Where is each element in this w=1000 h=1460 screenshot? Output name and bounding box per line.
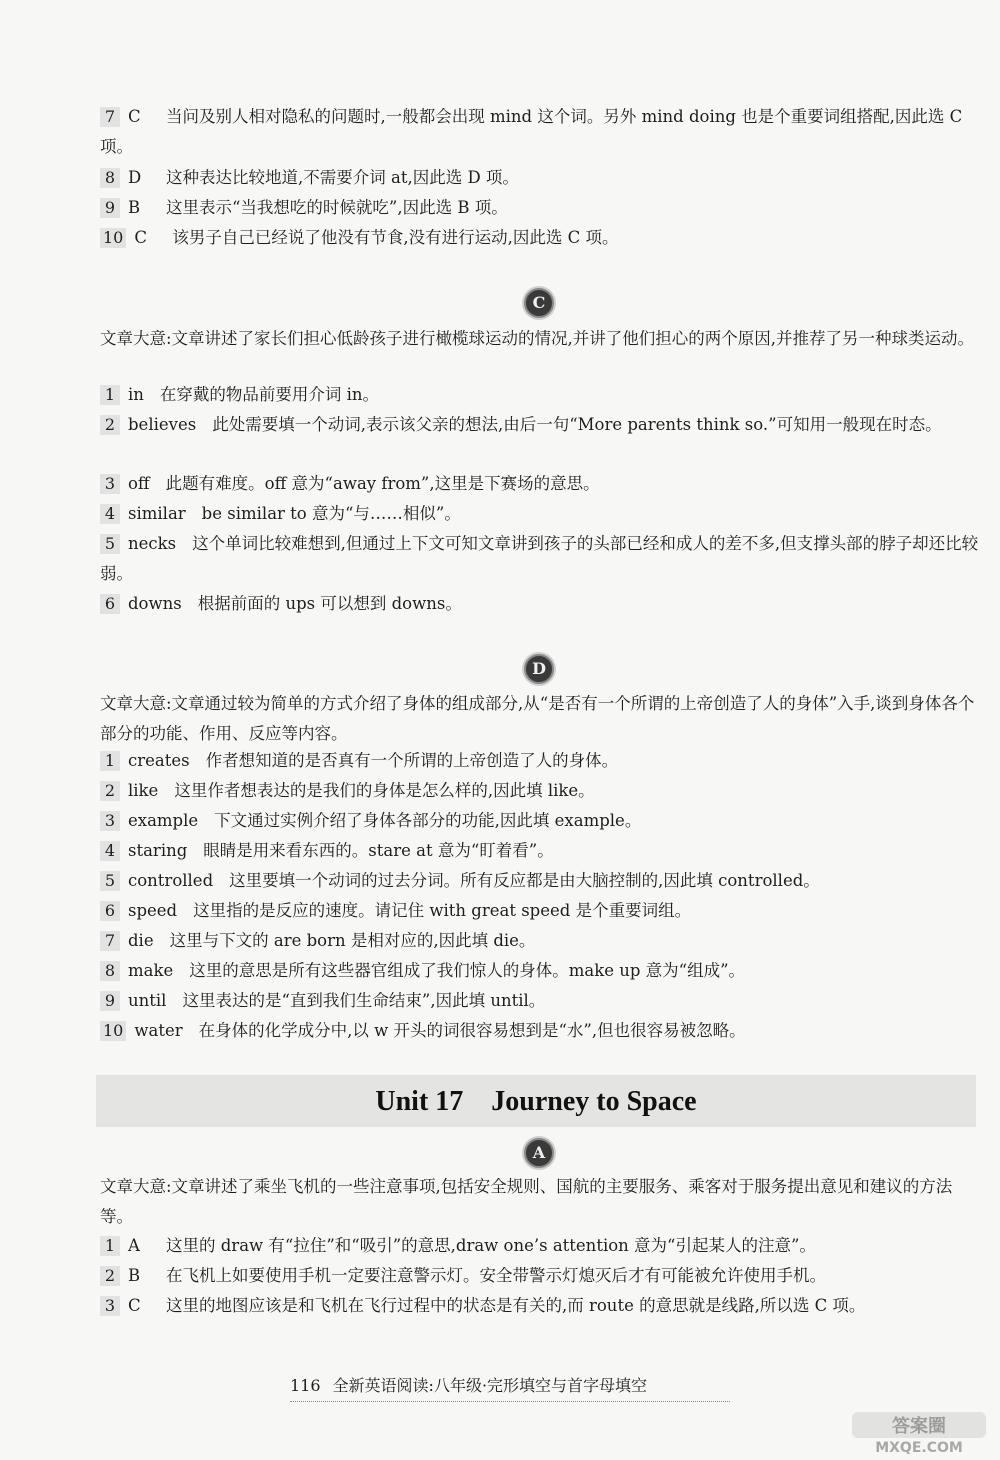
item-number: 9 xyxy=(100,991,120,1011)
item-number: 2 xyxy=(100,1266,120,1286)
item-number: 6 xyxy=(100,901,120,921)
watermark-graphic xyxy=(844,1408,994,1456)
item-number: 7 xyxy=(100,931,120,951)
answer-item-d6 xyxy=(100,896,975,926)
watermark-text: 答案圈 xyxy=(892,1416,946,1437)
item-answer: die xyxy=(128,931,154,950)
section-a-badge: A xyxy=(524,1138,554,1168)
section-c-summary: 文章大意:文章讲述了家长们担心低龄孩子进行橄榄球运动的情况,并讲了他们担心的两个原因,并推荐了另一种球类运动。 xyxy=(100,329,975,348)
item-explanation: 下文通过实例介绍了身体各部分的功能,因此填 example。 xyxy=(214,811,642,830)
answer-item-b10 xyxy=(100,223,975,253)
item-explanation: 根据前面的 ups 可以想到 downs。 xyxy=(197,594,462,613)
section-d-badge: D xyxy=(524,654,554,684)
item-number: 4 xyxy=(100,841,120,861)
item-explanation: 眼睛是用来看东西的。stare at 意为“盯着看”。 xyxy=(203,841,554,860)
answer-item-c2 xyxy=(100,410,980,440)
item-answer: necks xyxy=(128,534,177,553)
item-number: 8 xyxy=(100,961,120,981)
item-answer: speed xyxy=(128,901,178,920)
item-answer: like xyxy=(128,781,159,800)
item-answer: downs xyxy=(128,594,182,613)
item-explanation: 作者想知道的是否真有一个所谓的上帝创造了人的身体。 xyxy=(205,751,619,770)
item-explanation: 这里的地图应该是和飞机在飞行过程中的状态是有关的,而 route 的意思就是线路,所以选 C 项。 xyxy=(166,1296,866,1315)
item-number: 2 xyxy=(100,781,120,801)
item-answer: off xyxy=(128,474,150,493)
item-number: 5 xyxy=(100,534,120,554)
item-explanation: 这里指的是反应的速度。请记住 with great speed 是个重要词组。 xyxy=(193,901,692,920)
item-explanation: 这里的 draw 有“拉住”和“吸引”的意思,draw one’s attention 意为“引起某人的注意”。 xyxy=(166,1236,816,1255)
answer-item-d4 xyxy=(100,836,975,866)
item-number: 1 xyxy=(100,751,120,771)
answer-item-c3 xyxy=(100,469,975,499)
page-number: 116 xyxy=(290,1376,321,1395)
watermark-url: MXQE.COM xyxy=(875,1440,963,1456)
unit-heading-band xyxy=(96,1075,976,1127)
item-number: 6 xyxy=(100,594,120,614)
item-answer: similar xyxy=(128,504,186,523)
item-answer: C xyxy=(128,107,141,126)
section-d-summary: 文章大意:文章通过较为简单的方式介绍了身体的组成部分,从“是否有一个所谓的上帝创造了人的身体”入手,谈到身体各个部分的功能、作用、反应等内容。 xyxy=(100,694,975,743)
answer-item-d1 xyxy=(100,746,975,776)
item-number: 9 xyxy=(100,198,120,218)
book-title: 全新英语阅读:八年级·完形填空与首字母填空 xyxy=(332,1376,648,1395)
item-explanation: 该男子自己已经说了他没有节食,没有进行运动,因此选 C 项。 xyxy=(172,228,619,247)
answer-item-d8 xyxy=(100,956,975,986)
item-answer: B xyxy=(128,1266,141,1285)
answer-item-d7 xyxy=(100,926,975,956)
item-explanation: 当问及别人相对隐私的问题时,一般都会出现 mind 这个词。另外 mind doing 也是个重要词组搭配,因此选 C 项。 xyxy=(100,107,963,156)
item-answer: C xyxy=(134,228,147,247)
item-explanation: 这里的意思是所有这些器官组成了我们惊人的身体。make up 意为“组成”。 xyxy=(189,961,746,980)
answer-item-d9 xyxy=(100,986,975,1016)
page-footer xyxy=(290,1375,730,1402)
item-answer: C xyxy=(128,1296,141,1315)
item-explanation: 这里与下文的 are born 是相对应的,因此填 die。 xyxy=(169,931,536,950)
item-number: 3 xyxy=(100,474,120,494)
item-number: 3 xyxy=(100,811,120,831)
item-explanation: 此题有难度。off 意为“away from”,这里是下赛场的意思。 xyxy=(165,474,600,493)
item-number: 1 xyxy=(100,385,120,405)
item-explanation: 这里表示“当我想吃的时候就吃”,因此选 B 项。 xyxy=(166,198,508,217)
item-answer: in xyxy=(128,385,144,404)
item-answer: make xyxy=(128,961,174,980)
item-number: 10 xyxy=(100,228,126,248)
item-answer: creates xyxy=(128,751,190,770)
answer-item-b7 xyxy=(100,102,980,162)
item-explanation: 这里要填一个动词的过去分词。所有反应都是由大脑控制的,因此填 controlled。 xyxy=(229,871,820,890)
answer-item-a1 xyxy=(100,1231,975,1261)
answer-item-c6 xyxy=(100,589,975,619)
item-explanation: 此处需要填一个动词,表示该父亲的想法,由后一句“More parents think so.”可知用一般现在时态。 xyxy=(212,415,942,434)
item-number: 2 xyxy=(100,415,120,435)
item-answer: water xyxy=(134,1021,183,1040)
item-explanation: 在飞机上如要使用手机一定要注意警示灯。安全带警示灯熄灭后才有可能被允许使用手机。 xyxy=(166,1266,826,1285)
item-answer: example xyxy=(128,811,199,830)
item-number: 4 xyxy=(100,504,120,524)
item-answer: until xyxy=(128,991,167,1010)
answer-item-a3 xyxy=(100,1291,975,1321)
item-answer: controlled xyxy=(128,871,214,890)
item-explanation: be similar to 意为“与……相似”。 xyxy=(201,504,461,523)
answer-item-d3 xyxy=(100,806,975,836)
item-explanation: 这种表达比较地道,不需要介词 at,因此选 D 项。 xyxy=(166,168,519,187)
answer-item-d5 xyxy=(100,866,975,896)
item-number: 8 xyxy=(100,168,120,188)
item-number: 7 xyxy=(100,107,120,127)
item-answer: B xyxy=(128,198,141,217)
item-number: 3 xyxy=(100,1296,120,1316)
item-number: 1 xyxy=(100,1236,120,1256)
unit-title: Unit 17 Journey to Space xyxy=(375,1086,697,1117)
section-a-summary: 文章大意:文章讲述了乘坐飞机的一些注意事项,包括安全规则、国航的主要服务、乘客对于服务提出意见和建议的方法等。 xyxy=(100,1177,953,1226)
watermark-logo xyxy=(844,1408,994,1456)
answer-item-a2 xyxy=(100,1261,975,1291)
answer-item-c1 xyxy=(100,380,975,410)
answer-item-d2 xyxy=(100,776,975,806)
item-explanation: 这里表达的是“直到我们生命结束”,因此填 until。 xyxy=(182,991,546,1010)
item-answer: believes xyxy=(128,415,197,434)
item-answer: A xyxy=(128,1236,140,1255)
item-answer: staring xyxy=(128,841,188,860)
item-answer: D xyxy=(128,168,142,187)
item-explanation: 这里作者想表达的是我们的身体是怎么样的,因此填 like。 xyxy=(174,781,595,800)
answer-item-d10 xyxy=(100,1016,975,1046)
answer-item-b9 xyxy=(100,193,975,223)
item-number: 10 xyxy=(100,1021,126,1041)
item-explanation: 这个单词比较难想到,但通过上下文可知文章讲到孩子的头部已经和成人的差不多,但支撑头部的脖子却还比较弱。 xyxy=(100,534,979,583)
item-number: 5 xyxy=(100,871,120,891)
section-c-badge: C xyxy=(524,288,554,318)
item-explanation: 在穿戴的物品前要用介词 in。 xyxy=(159,385,380,404)
item-explanation: 在身体的化学成分中,以 w 开头的词很容易想到是“水”,但也很容易被忽略。 xyxy=(198,1021,746,1040)
answer-item-b8 xyxy=(100,163,975,193)
answer-item-c4 xyxy=(100,499,975,529)
answer-item-c5 xyxy=(100,529,980,589)
